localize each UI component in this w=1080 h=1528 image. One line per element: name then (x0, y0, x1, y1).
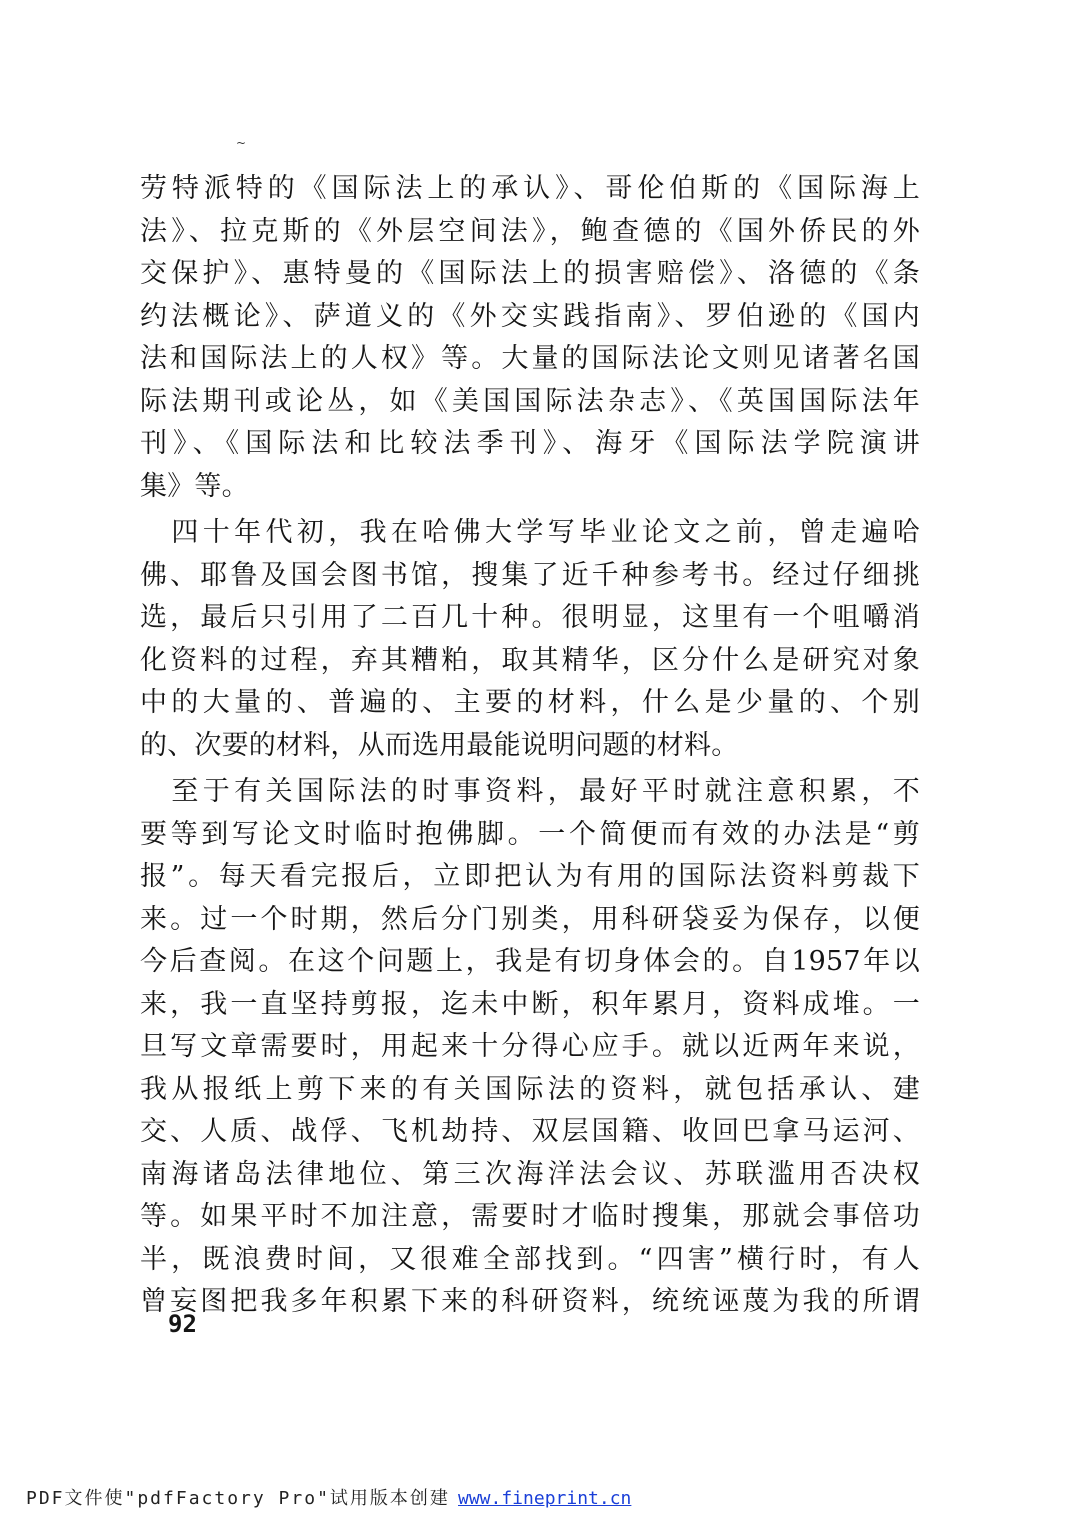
text-line: 要等到写论文时临时抱佛脚。一个简便而有效的办法是“剪 (140, 818, 920, 850)
text-line: 至于有关国际法的时事资料，最好平时就注意积累，不 (140, 776, 920, 807)
text-line: 约法概论》、萨道义的《外交实践指南》、罗伯逊的《国内 (140, 300, 920, 332)
text-line: 法和国际法上的人权》等。大量的国际法论文则见诸著名国 (140, 343, 920, 374)
page-number: 92 (168, 1310, 197, 1338)
paragraph-1 (140, 168, 920, 508)
paragraph-2 (140, 512, 920, 767)
text-line: 刊》、《国际法和比较法季刊》、海牙《国际法学院演讲 (140, 428, 920, 459)
footer-link[interactable]: www.fineprint.cn (458, 1488, 632, 1509)
text-line: 中的大量的、普遍的、主要的材料，什么是少量的、个别 (140, 687, 920, 718)
text-line: 的、次要的材料，从而选用最能说明问题的材料。 (140, 729, 739, 761)
text-line: 四十年代初，我在哈佛大学写毕业论文之前，曾走遍哈 (140, 517, 920, 548)
text-line: 交保护》、惠特曼的《国际法上的损害赔偿》、洛德的《条 (140, 258, 920, 289)
text-line: 今后查阅。在这个问题上，我是有切身体会的。自1957年以 (140, 946, 920, 977)
text-line: 半，既浪费时间，又很难全部找到。“四害”横行时，有人 (140, 1243, 920, 1275)
scan-mark: ~ (236, 136, 247, 150)
text-line: 等。如果平时不加注意，需要时才临时搜集，那就会事倍功 (140, 1201, 920, 1232)
text-line: 劳特派特的《国际法上的承认》、哥伦伯斯的《国际海上 (140, 173, 920, 204)
text-line: 来。过一个时期，然后分门别类，用科研袋妥为保存，以便 (140, 903, 920, 935)
text-line: 曾妄图把我多年积累下来的科研资料，统统诬蔑为我的所谓 (140, 1286, 920, 1317)
text-line: 法》、拉克斯的《外层空间法》，鲍查德的《国外侨民的外 (140, 215, 920, 247)
pdf-footer (26, 1484, 746, 1514)
footer-text: PDF文件使"pdfFactory Pro"试用版本创建 (26, 1488, 450, 1509)
text-line: 旦写文章需要时，用起来十分得心应手。就以近两年来说， (140, 1031, 920, 1062)
text-line: 南海诸岛法律地位、第三次海洋法会议、苏联滥用否决权 (140, 1158, 920, 1190)
text-line: 际法期刊或论丛，如《美国国际法杂志》、《英国国际法年 (140, 385, 920, 417)
text-line: 报”。每天看完报后，立即把认为有用的国际法资料剪裁下 (140, 861, 920, 892)
text-line: 来，我一直坚持剪报，迄未中断，积年累月，资料成堆。一 (140, 988, 920, 1020)
text-line: 交、人质、战俘、飞机劫持、双层国籍、收回巴拿马运河、 (140, 1116, 920, 1147)
text-line: 集》等。 (140, 470, 249, 502)
body-text (140, 168, 920, 1324)
text-line: 选，最后只引用了二百几十种。很明显，这里有一个咀嚼消 (140, 602, 920, 633)
text-line: 佛、耶鲁及国会图书馆，搜集了近千种参考书。经过仔细挑 (140, 559, 920, 591)
text-line: 化资料的过程，弃其糟粕，取其精华，区分什么是研究对象 (140, 644, 920, 676)
paragraph-3 (140, 771, 920, 1324)
text-line: 我从报纸上剪下来的有关国际法的资料，就包括承认、建 (140, 1073, 920, 1105)
